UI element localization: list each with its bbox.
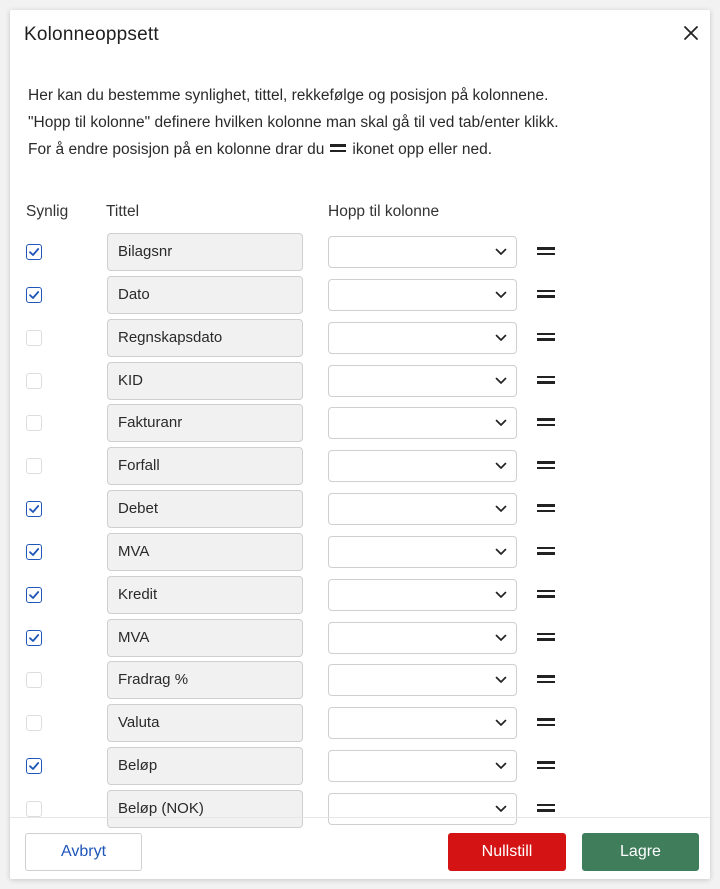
column-row bbox=[10, 361, 710, 404]
intro-text bbox=[28, 82, 688, 163]
column-row bbox=[10, 618, 710, 661]
jump-to-column-select[interactable] bbox=[328, 622, 517, 654]
column-row bbox=[10, 789, 710, 832]
jump-to-column-select[interactable] bbox=[328, 493, 517, 525]
dialog-title: Kolonneoppsett bbox=[24, 24, 159, 45]
chevron-down-icon bbox=[495, 248, 507, 256]
checkmark-icon bbox=[28, 632, 40, 644]
intro-line-3 bbox=[28, 136, 688, 163]
save-button[interactable]: Lagre bbox=[582, 833, 699, 871]
jump-to-column-select[interactable] bbox=[328, 579, 517, 611]
checkmark-icon bbox=[28, 546, 40, 558]
column-title-field[interactable]: MVA bbox=[107, 533, 303, 571]
jump-to-column-select[interactable] bbox=[328, 236, 517, 268]
reset-button[interactable]: Nullstill bbox=[448, 833, 566, 871]
visible-checkbox[interactable] bbox=[26, 758, 42, 774]
column-title-field[interactable]: MVA bbox=[107, 619, 303, 657]
jump-to-column-select[interactable] bbox=[328, 707, 517, 739]
drag-handle-icon[interactable] bbox=[537, 718, 555, 728]
column-header-jump: Hopp til kolonne bbox=[328, 203, 440, 220]
visible-checkbox[interactable] bbox=[26, 458, 42, 474]
chevron-down-icon bbox=[495, 676, 507, 684]
checkmark-icon bbox=[28, 246, 40, 258]
intro-line-3-before: For å endre posisjon på en kolonne drar du bbox=[28, 141, 325, 158]
drag-handle-icon[interactable] bbox=[537, 333, 555, 343]
jump-to-column-select[interactable] bbox=[328, 536, 517, 568]
visible-checkbox[interactable] bbox=[26, 630, 42, 646]
visible-checkbox[interactable] bbox=[26, 587, 42, 603]
visible-checkbox[interactable] bbox=[26, 373, 42, 389]
column-row bbox=[10, 403, 710, 446]
chevron-down-icon bbox=[495, 505, 507, 513]
column-title-field[interactable]: Kredit bbox=[107, 576, 303, 614]
visible-checkbox[interactable] bbox=[26, 672, 42, 688]
footer-divider bbox=[10, 817, 710, 818]
visible-checkbox[interactable] bbox=[26, 244, 42, 260]
drag-handle-icon[interactable] bbox=[537, 675, 555, 685]
visible-checkbox[interactable] bbox=[26, 501, 42, 517]
column-settings-dialog bbox=[10, 10, 710, 879]
chevron-down-icon bbox=[495, 762, 507, 770]
column-row bbox=[10, 489, 710, 532]
checkmark-icon bbox=[28, 503, 40, 515]
column-title-field[interactable]: Bilagsnr bbox=[107, 233, 303, 271]
column-title-field[interactable]: Forfall bbox=[107, 447, 303, 485]
column-header-visible: Synlig bbox=[26, 203, 69, 220]
chevron-down-icon bbox=[495, 719, 507, 727]
jump-to-column-select[interactable] bbox=[328, 450, 517, 482]
drag-handle-icon[interactable] bbox=[537, 504, 555, 514]
column-rows bbox=[10, 232, 710, 832]
column-title-field[interactable]: Beløp bbox=[107, 747, 303, 785]
jump-to-column-select[interactable] bbox=[328, 664, 517, 696]
drag-handle-icon[interactable] bbox=[537, 376, 555, 386]
column-title-field[interactable]: KID bbox=[107, 362, 303, 400]
drag-handle-icon bbox=[330, 141, 346, 155]
drag-handle-icon[interactable] bbox=[537, 290, 555, 300]
drag-handle-icon[interactable] bbox=[537, 633, 555, 643]
jump-to-column-select[interactable] bbox=[328, 279, 517, 311]
chevron-down-icon bbox=[495, 462, 507, 470]
column-row bbox=[10, 232, 710, 275]
drag-handle-icon[interactable] bbox=[537, 761, 555, 771]
column-row bbox=[10, 532, 710, 575]
jump-to-column-select[interactable] bbox=[328, 407, 517, 439]
column-title-field[interactable]: Fradrag % bbox=[107, 661, 303, 699]
checkmark-icon bbox=[28, 760, 40, 772]
column-title-field[interactable]: Beløp (NOK) bbox=[107, 790, 303, 828]
column-title-field[interactable]: Regnskapsdato bbox=[107, 319, 303, 357]
column-title-field[interactable]: Fakturanr bbox=[107, 404, 303, 442]
chevron-down-icon bbox=[495, 548, 507, 556]
close-icon bbox=[680, 22, 702, 44]
chevron-down-icon bbox=[495, 805, 507, 813]
visible-checkbox[interactable] bbox=[26, 330, 42, 346]
visible-checkbox[interactable] bbox=[26, 544, 42, 560]
column-row bbox=[10, 275, 710, 318]
chevron-down-icon bbox=[495, 377, 507, 385]
column-row bbox=[10, 446, 710, 489]
intro-line-3-after: ikonet opp eller ned. bbox=[352, 141, 493, 158]
chevron-down-icon bbox=[495, 334, 507, 342]
visible-checkbox[interactable] bbox=[26, 715, 42, 731]
cancel-button[interactable]: Avbryt bbox=[25, 833, 142, 871]
drag-handle-icon[interactable] bbox=[537, 247, 555, 257]
column-title-field[interactable]: Debet bbox=[107, 490, 303, 528]
checkmark-icon bbox=[28, 589, 40, 601]
drag-handle-icon[interactable] bbox=[537, 590, 555, 600]
checkmark-icon bbox=[28, 289, 40, 301]
column-header-title: Tittel bbox=[106, 203, 140, 220]
drag-handle-icon[interactable] bbox=[537, 804, 555, 814]
jump-to-column-select[interactable] bbox=[328, 365, 517, 397]
column-row bbox=[10, 318, 710, 361]
visible-checkbox[interactable] bbox=[26, 801, 42, 817]
column-row bbox=[10, 703, 710, 746]
drag-handle-icon[interactable] bbox=[537, 461, 555, 471]
chevron-down-icon bbox=[495, 634, 507, 642]
visible-checkbox[interactable] bbox=[26, 415, 42, 431]
column-title-field[interactable]: Valuta bbox=[107, 704, 303, 742]
jump-to-column-select[interactable] bbox=[328, 750, 517, 782]
intro-line-2: "Hopp til kolonne" definere hvilken kolonne man skal gå til ved tab/enter klikk. bbox=[28, 114, 559, 131]
column-row bbox=[10, 575, 710, 618]
column-title-field[interactable]: Dato bbox=[107, 276, 303, 314]
drag-handle-icon[interactable] bbox=[537, 418, 555, 428]
jump-to-column-select[interactable] bbox=[328, 793, 517, 825]
drag-handle-icon[interactable] bbox=[537, 547, 555, 557]
close-button[interactable] bbox=[680, 22, 702, 44]
column-row bbox=[10, 660, 710, 703]
chevron-down-icon bbox=[495, 591, 507, 599]
jump-to-column-select[interactable] bbox=[328, 322, 517, 354]
chevron-down-icon bbox=[495, 419, 507, 427]
column-row bbox=[10, 746, 710, 789]
visible-checkbox[interactable] bbox=[26, 287, 42, 303]
chevron-down-icon bbox=[495, 291, 507, 299]
intro-line-1: Her kan du bestemme synlighet, tittel, rekkefølge og posisjon på kolonnene. bbox=[28, 87, 549, 104]
